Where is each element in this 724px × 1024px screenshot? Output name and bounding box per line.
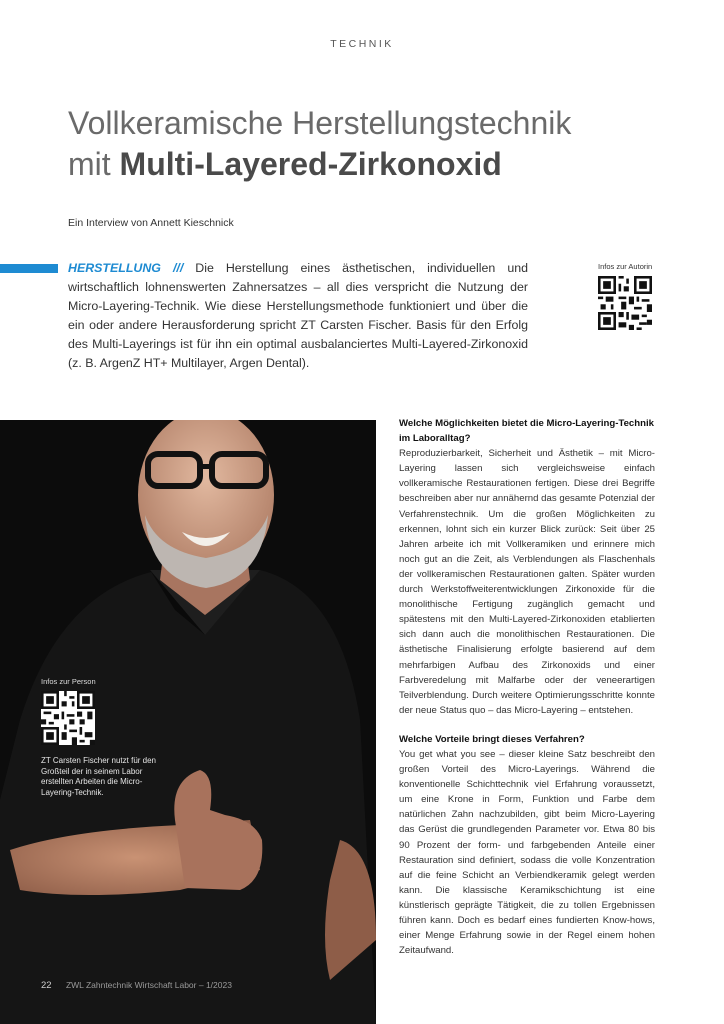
person-info-box <box>41 677 105 750</box>
question-2: Welche Vorteile bringt dieses Verfahren? <box>399 733 585 745</box>
byline: Ein Interview von Annett Kieschnick <box>68 217 234 229</box>
question-1: Welche Möglichkeiten bietet die Micro-Layering-Technik im Laboralltag? <box>399 418 654 445</box>
title-line-2-prefix: mit <box>68 146 111 182</box>
section-label: TECHNIK <box>330 38 394 50</box>
lead-keyword: HERSTELLUNG <box>68 261 161 275</box>
answer-2: You get what you see – dieser kleine Satz beschreibt den großen Vorteil des Micro-Layerings. Während die konventionelle Schichttechnik viel Erfahrung voraussetzt, um eine Krone in Form, Funktion und Farbe dem natürlichen Zahn nachzubilden, gibt beim Micro-Layering das Gerüst die grundlegenden Parameter vor. Etwa 80 bis 90 Prozent der form- und farbgebenden Anteile einer Restauration sind definiert, sodass die volle Konzentration auf die feine Schicht an Verbiendkeramik gelegt werden kann. Die klassische Keramikschichtung ist eine künstlerisch geprägte Tätigkeit, die zu tollen Ergebnissen führen kann. Doch es bedarf eines fundierten Know-hows, einer Menge Erfahrung sowie in der Regel einem hohen Zeitaufwand. <box>399 748 655 957</box>
person-info-label: Infos zur Person <box>41 677 96 686</box>
qr-code-icon[interactable] <box>41 691 95 745</box>
title-line-1: Vollkeramische Herstellungstechnik <box>68 105 572 141</box>
lead-text: Die Herstellung eines ästhetischen, individuellen und wirtschaftlich lohnenswerten Zahnersatzes – all dies verspricht die Nutzung der Micro-Layering-Technik. Wie diese Herstellungsmethode funktioniert und über die ein oder andere Herausforderung spricht ZT Carsten Fischer. Basis für den Erfolg des Multi-Layerings ist für ihn ein optimal ausbalanciertes Multi-Layered-Zirkonoxid (z. B. ArgenZ HT+ Multilayer, Argen Dental). <box>68 261 528 370</box>
lead-paragraph <box>68 259 528 373</box>
photo-caption: ZT Carsten Fischer nutzt für den Großteil der in seinem Labor erstellten Arbeiten die Micro-Layering-Technik. <box>41 756 157 797</box>
author-info-label: Infos zur Autorin <box>598 262 653 271</box>
page-footer <box>41 980 232 991</box>
answer-1: Reproduzierbarkeit, Sicherheit und Ästhetik – mit Micro-Layering lassen sich vergleichsweise einfach vollkeramische Restaurationen fertigen. Diese drei Begriffe beschreiben aber nur annähernd das gesamte Potenzial der Verfahrenstechnik. Um die großen Möglichkeiten zu erkennen, lohnt sich ein kurzer Blick zurück: Seit über 25 Jahren arbeite ich mit Vollkeramiken und erinnere mich noch gut an die Zeit, als Verblendungen als Flaschenhals der vollkeramischen Restaurationen galten. Später wurden durch Werkstoffweiterentwicklungen Zirkonoxide für die monolithische Fertigung zugänglich gemacht und spätestens mit den Multi-Layered-Zirkonoxiden etablierten sich dann auch die monolithischen Restaurationen. Die ästhetische Finalisierung erfolgte basierend auf dem mehrfarbigen Aufbau des Zirkonoxids und einer Farbveredelung mit Malfarbe oder der veneerartigen Teilverblendung. Durch weitere Optimierungsschritte konnte der neue Status quo – das Micro-Layering – entstehen. <box>399 448 655 716</box>
title-line-2-bold: Multi-Layered-Zirkonoxid <box>119 146 502 182</box>
article-title <box>68 103 668 185</box>
accent-bar <box>0 264 58 273</box>
qr-code-icon[interactable] <box>598 276 652 330</box>
author-info-box <box>598 262 662 335</box>
page-number: 22 <box>41 980 52 991</box>
lead-slashes: /// <box>172 261 184 275</box>
interview-column <box>399 416 655 958</box>
journal-name: ZWL Zahntechnik Wirtschaft Labor – 1/2023 <box>65 980 232 990</box>
